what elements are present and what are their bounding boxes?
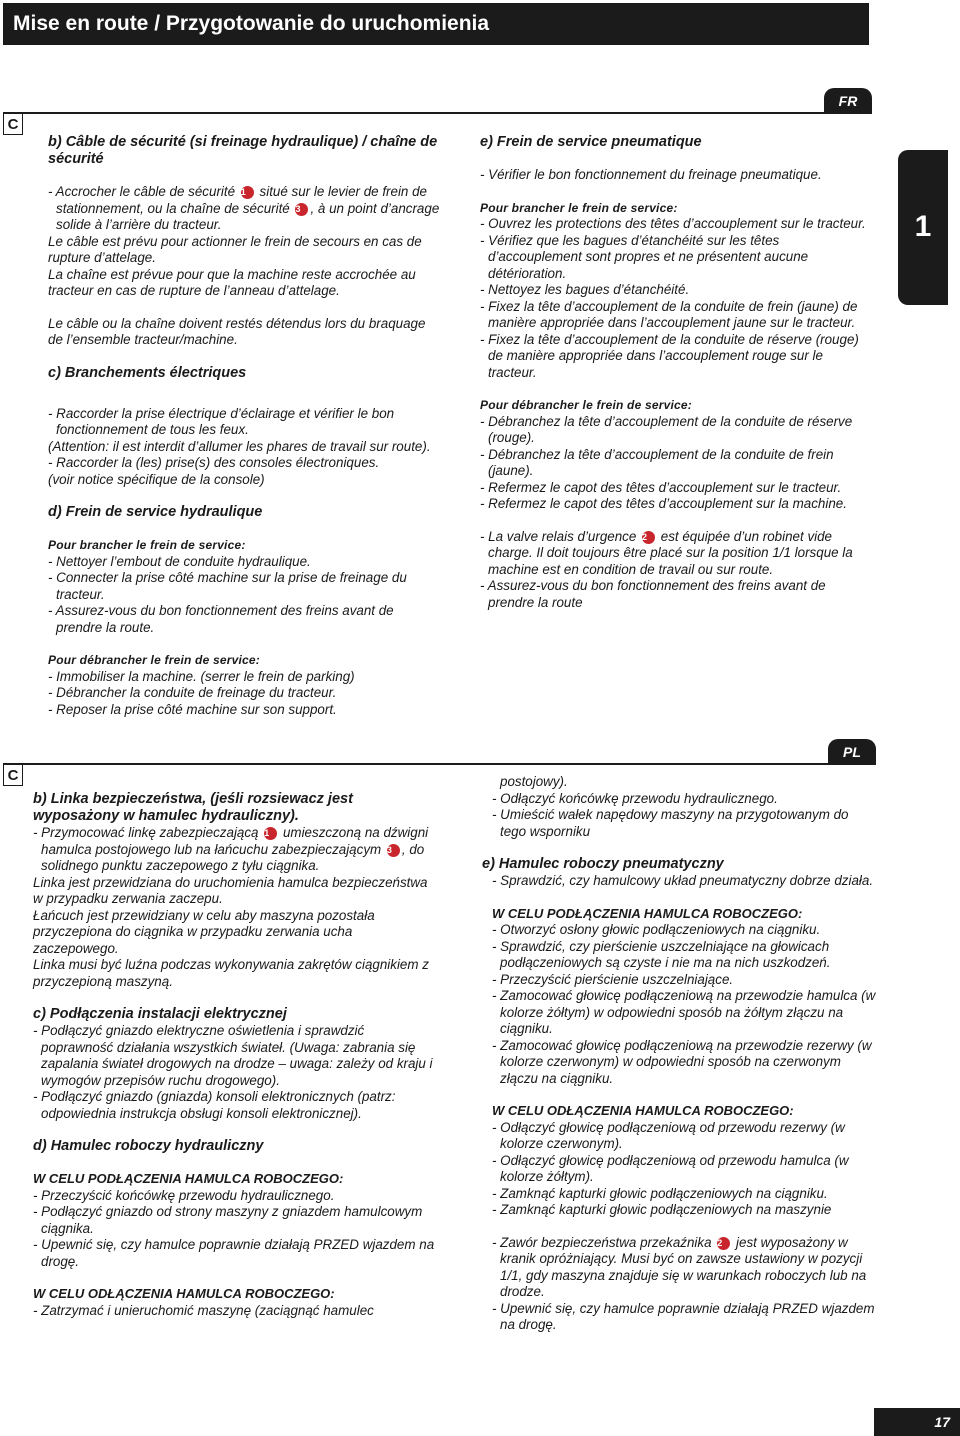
fr-e-item-1: - Vérifier le bon fonctionnement du freinage pneumatique. xyxy=(480,167,822,182)
pl-c-item-1: - Podłączyć gniazdo elektryczne oświetlenia i sprawdzić poprawność działania wszystkich świateł. (Uwaga: zabrania się zapalania świateł drogowych na drodze – uwaga: zależy od kraju i wymogów przepisów ruchu drogowego). xyxy=(33,1023,433,1088)
badge-1: 1 xyxy=(241,186,254,199)
fr-e-item-12: - Assurez-vous du bon fonctionnement des freins avant de prendre la route xyxy=(480,578,826,610)
fr-d-item-3: - Assurez-vous du bon fonctionnement des freins avant de prendre la route. xyxy=(48,603,394,635)
fr-e-item-8: - Débranchez la tête d’accouplement de la conduite de frein (jaune). xyxy=(480,446,834,478)
fr-b-item-1: - Accrocher le câble de sécurité 1 situé sur le levier de frein de stationnement, ou la chaîne de sécurité 3 , à un point d’ancrage solide à l’arrière du tracteur. xyxy=(48,184,440,232)
fr-d-item-2: - Connecter la prise côté machine sur la prise de freinage du tracteur. xyxy=(48,570,407,602)
fr-c-note-2: (voir notice spécifique de la console) xyxy=(48,471,265,487)
fr-d-item-1: - Nettoyer l’embout de conduite hydraulique. xyxy=(48,553,311,569)
fr-d-item-6: - Reposer la prise côté machine sur son support. xyxy=(48,701,337,717)
section-letter-pl: C xyxy=(3,764,23,786)
section-letter-fr: C xyxy=(3,113,23,135)
fr-e-item-7: - Débranchez la tête d’accouplement de la conduite de réserve (rouge). xyxy=(480,413,853,445)
fr-section-e-title: e) Frein de service pneumatique xyxy=(480,134,702,150)
pl-d-item-3: - Upewnić się, czy hamulce poprawnie działają PRZED wjazdem na drogę. xyxy=(33,1237,435,1269)
pl-b-note-3: Linka musi być luźna podczas wykonywania zakrętów ciągnikiem z przyczepioną maszyną. xyxy=(33,957,429,989)
pl-right-column xyxy=(482,774,876,1334)
fr-e-item-2: - Ouvrez les protections des têtes d’accouplement sur le tracteur. xyxy=(480,216,866,231)
badge-3: 3 xyxy=(387,844,400,857)
pl-e-item-3: - Sprawdzić, czy pierścienie uszczelniające na głowicach podłączeniowych są czyste i nie ma na nich uszkodzeń. xyxy=(492,938,831,970)
pl-e-subheading-disconnect: W CELU ODŁĄCZENIA HAMULCA ROBOCZEGO: xyxy=(492,1103,794,1118)
pl-e-item-8: - Odłączyć głowicę podłączeniową od przewodu hamulca (w kolorze żółtym). xyxy=(492,1152,849,1184)
pl-b-item-1: - Przymocować linkę zabezpieczającą 1 umieszczoną na dźwigni hamulca postojowego lub na łańcuchu zabezpieczającym 3 , do solidnego punktu zaczepowego z tyłu ciągnika. xyxy=(33,825,429,873)
pl-section-e-title: e) Hamulec roboczy pneumatyczny xyxy=(482,856,724,872)
pl-e-item-5: - Zamocować głowicę podłączeniową na przewodzie hamulca (w kolorze żółtym) w odpowiedni sposób na żółtym złączu na ciągniku. xyxy=(492,988,876,1036)
fr-d-item-5: - Débrancher la conduite de freinage du tracteur. xyxy=(48,685,337,700)
pl-left-column xyxy=(33,791,435,1319)
fr-d-subheading-connect: Pour brancher le frein de service: xyxy=(48,538,246,552)
chapter-tab: 1 xyxy=(898,150,948,305)
badge-2: 2 xyxy=(642,531,655,544)
fr-e-item-6: - Fixez la tête d’accouplement de la conduite de réserve (rouge) de manière appropriée dans l’accouplement rouge sur le tracteur. xyxy=(480,331,859,380)
fr-right-column xyxy=(480,134,872,611)
pl-d-subheading-disconnect: W CELU ODŁĄCZENIA HAMULCA ROBOCZEGO: xyxy=(33,1286,335,1301)
fr-e-item-5: - Fixez la tête d’accouplement de la conduite de frein (jaune) de manière appropriée dans l’accouplement jaune sur le tracteur. xyxy=(480,298,858,330)
fr-e-item-4: - Nettoyez les bagues d’étanchéité. xyxy=(480,282,690,297)
pl-d-item-5: - Odłączyć końcówkę przewodu hydraulicznego. xyxy=(492,790,778,806)
fr-d-item-4: - Immobiliser la machine. (serrer le frein de parking) xyxy=(48,668,355,684)
pl-e-item-6: - Zamocować głowicę podłączeniową na przewodzie rezerwy (w kolorze czerwonym) w odpowiedni sposób na czerwonym złączu na ciągniku. xyxy=(492,1037,872,1086)
fr-c-item-2: - Raccorder la (les) prise(s) des consoles électroniques. xyxy=(48,455,380,470)
fr-section-d-title: d) Frein de service hydraulique xyxy=(48,504,263,520)
pl-d-item-2: - Podłączyć gniazdo od strony maszyny z gniazdem hamulcowym ciągnika. xyxy=(33,1204,423,1236)
badge-2: 2 xyxy=(717,1237,730,1250)
pl-continued-text: postojowy). xyxy=(500,774,568,789)
fr-b-note-1: Le câble est prévu pour actionner le frein de secours en cas de rupture d’attelage. xyxy=(48,233,422,265)
fr-left-column xyxy=(48,134,440,718)
pl-e-item-4: - Przeczyścić pierścienie uszczelniające. xyxy=(492,971,734,987)
pl-e-item-11: - Zawór bezpieczeństwa przekaźnika 2 jest wyposażony w kranik opróżniający. Musi być on zawsze ustawiony w pozycji 1/1, gdy maszyna znajduje się w warunkach roboczych lub na drodze. xyxy=(492,1234,867,1299)
pl-e-item-2: - Otworzyć osłony głowic podłączeniowych na ciągniku. xyxy=(492,922,821,937)
pl-e-item-9: - Zamknąć kapturki głowic podłączeniowych na ciągniku. xyxy=(492,1185,828,1201)
fr-e-item-10: - Refermez le capot des têtes d’accouplement sur la machine. xyxy=(480,496,847,511)
fr-e-item-11: - La valve relais d’urgence 2 est équipée d’un robinet vide charge. Il doit toujours être placé sur la position 1/1 lorsque la machine est en condition de travail ou sur route. xyxy=(480,528,853,577)
pl-d-item-1: - Przeczyścić końcówkę przewodu hydraulicznego. xyxy=(33,1187,335,1203)
fr-section-b-title: b) Câble de sécurité (si freinage hydraulique) / chaîne de sécurité xyxy=(48,134,438,167)
pl-b-note-2: Łańcuch jest przewidziany w celu aby maszyna pozostała przyczepiona do ciągnika w przypadku zerwania ucha zaczepowego. xyxy=(33,907,375,956)
badge-3: 3 xyxy=(295,203,308,216)
pl-d-subheading-connect: W CELU PODŁĄCZENIA HAMULCA ROBOCZEGO: xyxy=(33,1171,344,1186)
pl-section-d-title: d) Hamulec roboczy hydrauliczny xyxy=(33,1138,264,1154)
fr-b-note-2: La chaîne est prévue pour que la machine reste accrochée au tracteur en cas de rupture de l’anneau d’attelage. xyxy=(48,266,416,298)
section-rule-fr xyxy=(3,112,869,114)
fr-c-note-1: (Attention: il est interdit d’allumer les phares de travail sur route). xyxy=(48,438,431,454)
pl-d-item-6: - Umieścić wałek napędowy maszyny na przygotowanym do tego wsporniku xyxy=(492,807,849,839)
pl-d-item-4: - Zatrzymać i unieruchomić maszynę (zaciągnąć hamulec xyxy=(33,1302,374,1318)
page-title: Mise en route / Przygotowanie do uruchomienia xyxy=(3,3,869,45)
pl-e-item-12: - Upewnić się, czy hamulce poprawnie działają PRZED wjazdem na drogę. xyxy=(492,1300,875,1332)
fr-e-subheading-disconnect: Pour débrancher le frein de service: xyxy=(480,398,692,412)
fr-d-subheading-disconnect: Pour débrancher le frein de service: xyxy=(48,653,260,667)
pl-c-item-2: - Podłączyć gniazdo (gniazda) konsoli elektronicznych (patrz: odpowiednia instrukcja obsługi konsoli elektronicznej). xyxy=(33,1089,396,1121)
fr-e-item-3: - Vérifiez que les bagues d’étanchéité sur les têtes d’accouplement sont propres et ne présentent aucune détérioration. xyxy=(480,232,809,281)
badge-1: 1 xyxy=(264,827,277,840)
pl-e-item-7: - Odłączyć głowicę podłączeniową od przewodu rezerwy (w kolorze czerwonym). xyxy=(492,1119,845,1151)
fr-e-subheading-connect: Pour brancher le frein de service: xyxy=(480,200,678,215)
pl-section-b-title: b) Linka bezpieczeństwa, (jeśli rozsiewacz jest wyposażony w hamulec hydrauliczny). xyxy=(33,791,353,824)
language-tab-fr: FR xyxy=(824,88,872,114)
pl-e-subheading-connect: W CELU PODŁĄCZENIA HAMULCA ROBOCZEGO: xyxy=(492,905,803,921)
pl-e-item-1: - Sprawdzić, czy hamulcowy układ pneumatyczny dobrze działa. xyxy=(492,873,874,888)
fr-c-item-1: - Raccorder la prise électrique d’éclairage et vérifier le bon fonctionnement de tous les feux. xyxy=(48,405,395,437)
section-rule-pl xyxy=(3,763,869,765)
fr-section-c-title: c) Branchements électriques xyxy=(48,364,247,381)
pl-b-note-1: Linka jest przewidziana do uruchomienia hamulca bezpieczeństwa w przypadku zerwania zaczepu. xyxy=(33,874,428,906)
language-tab-pl: PL xyxy=(828,739,876,765)
pl-e-item-10: - Zamknąć kapturki głowic podłączeniowych na maszynie xyxy=(492,1202,832,1217)
page-number: 17 xyxy=(874,1408,960,1436)
fr-b-note-3: Le câble ou la chaîne doivent restés détendus lors du braquage de l’ensemble tracteur/machine. xyxy=(48,315,426,347)
fr-e-item-9: - Refermez le capot des têtes d’accouplement sur le tracteur. xyxy=(480,479,842,495)
pl-section-c-title: c) Podłączenia instalacji elektrycznej xyxy=(33,1006,287,1022)
